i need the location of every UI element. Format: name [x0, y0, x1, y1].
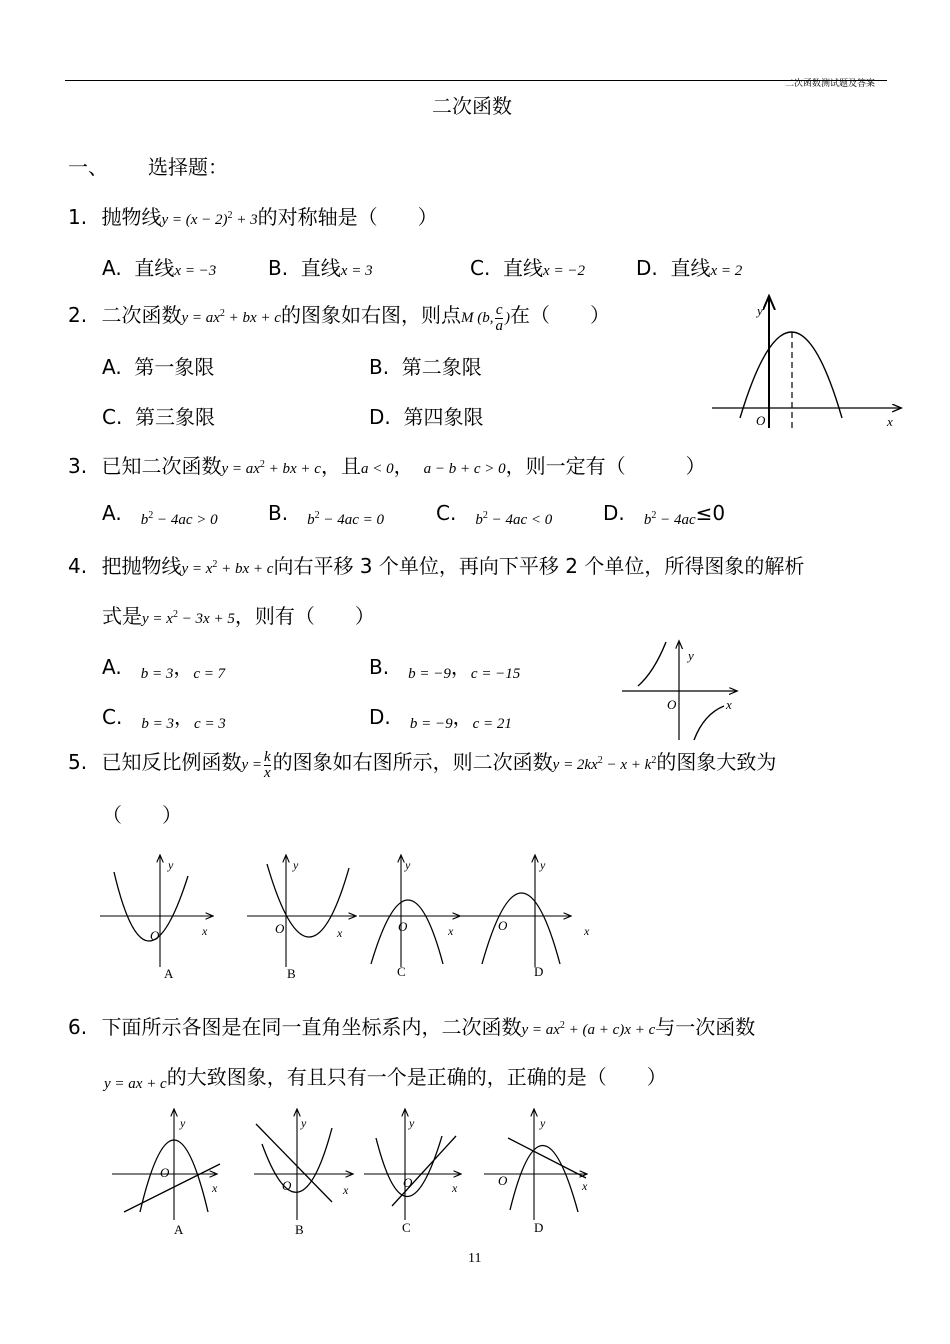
q6-formula: $y = ax^2 + (a + c)x + c$	[521, 1020, 656, 1038]
svg-text:x: x	[343, 1183, 349, 1197]
svg-text:y: y	[301, 1116, 307, 1130]
parabola-curve	[510, 1145, 578, 1212]
svg-text:y: y	[180, 1116, 186, 1130]
graph-origin-label: O	[756, 413, 766, 428]
q5-graph-b[interactable]	[245, 852, 365, 982]
linear-line	[392, 1136, 456, 1206]
linear-line	[508, 1138, 586, 1178]
hyperbola-branch-lower	[694, 706, 724, 740]
graph-label-d: D	[534, 964, 544, 979]
q1-option-b[interactable]: B. 直线x = 3	[268, 256, 373, 280]
q5-inverse-formula: y = $\frac{k}{x}$	[241, 749, 271, 782]
svg-text:O: O	[667, 697, 677, 712]
q4-formula2: $y = x^2 - 3x + 5$	[142, 609, 235, 627]
q2-option-b[interactable]: B. 第二象限	[369, 355, 482, 379]
graph-label-c: C	[402, 1220, 411, 1235]
graph-label-a: A	[164, 966, 174, 981]
graph-label-c: C	[397, 964, 406, 979]
q6-linear-formula: y = ax + c	[104, 1076, 167, 1092]
q4-option-a[interactable]: A. $_{b = 3}$，$_{c = 7}$	[102, 655, 226, 682]
q2-parabola-graph	[708, 292, 908, 432]
q4-option-d[interactable]: D. $_{b = -9}$，$_{c = 21}$	[369, 705, 512, 732]
section-title: 选择题：	[148, 155, 228, 179]
svg-text:x: x	[726, 697, 732, 712]
svg-text:O: O	[403, 1175, 413, 1190]
parabola-curve	[482, 893, 560, 964]
svg-text:y: y	[540, 1116, 546, 1130]
question-2: 2. 二次函数$y = ax^2$ + bx + c的图象如右图，则点M (b, $\frac{c}{a}$ )在（ ）	[68, 302, 610, 335]
svg-text:x: x	[448, 924, 454, 938]
graph-label-a: A	[174, 1222, 184, 1237]
q1-text-post: 的对称轴是（ ）	[257, 205, 438, 229]
svg-text:x: x	[452, 1181, 458, 1195]
header-rule	[65, 80, 887, 81]
svg-text:y: y	[168, 858, 174, 872]
svg-text:O: O	[282, 1178, 292, 1193]
question-3: 3. 已知二次函数$y = ax^2$ + bx + c，且a < 0， a − b + c > 0，则一定有（ ）	[68, 454, 706, 478]
page-number: 11	[468, 1251, 482, 1266]
q3-option-a[interactable]: A. $_{b^2 - 4ac > 0}$	[102, 501, 218, 528]
graph-y-label: y	[757, 303, 763, 318]
svg-text:x: x	[212, 1181, 218, 1195]
q4-option-b[interactable]: B. $_{b = -9}$，$_{c = -15}$	[369, 655, 521, 682]
page-title: 二次函数	[432, 94, 512, 118]
q1-text: 抛物线	[101, 205, 162, 229]
svg-text:O: O	[160, 1165, 170, 1180]
svg-text:O: O	[275, 921, 285, 936]
svg-text:y: y	[688, 648, 694, 663]
svg-text:y: y	[409, 1116, 415, 1130]
q1-formula: $y = (x - 2)^2 + 3$	[161, 210, 258, 228]
q4-number: 4.	[68, 554, 88, 578]
q2-option-d[interactable]: D. 第四象限	[369, 405, 484, 429]
question-6: 6. 下面所示各图是在同一直角坐标系内，二次函数$y = ax^2 + (a + c)x + c$与一次函数	[68, 1015, 756, 1039]
svg-text:y: y	[540, 858, 546, 872]
svg-text:O: O	[498, 918, 508, 933]
question-4: 4. 把抛物线$y = x^2$ + bx + c向右平移 3 个单位，再向下平移 2 个单位，所得图象的解析	[68, 554, 805, 578]
question-5: 5. 已知反比例函数y = $\frac{k}{x}$ 的图象如右图所示，则二次函数$y = 2kx^2 - x + k^2$的图象大致为	[68, 749, 777, 782]
q5-formula: $y = 2kx^2 - x + k^2$	[552, 755, 657, 773]
section-label: 一、	[68, 155, 108, 179]
q2-number: 2.	[68, 303, 88, 327]
q1-option-d[interactable]: D. 直线x = 2	[636, 256, 743, 280]
graph-x-label: x	[887, 414, 893, 429]
svg-text:x: x	[337, 926, 343, 940]
hyperbola-branch-upper	[638, 642, 666, 686]
graph-label-d: D	[534, 1220, 544, 1235]
q1-option-c[interactable]: C. 直线x = −2	[470, 256, 585, 280]
question-4-line2: 式是$y = x^2 - 3x + 5$，则有（ ）	[102, 604, 375, 628]
q5-number: 5.	[68, 750, 88, 774]
svg-text:y: y	[293, 858, 299, 872]
svg-text:x: x	[582, 1179, 588, 1193]
q3-number: 3.	[68, 454, 88, 478]
q2-option-a[interactable]: A. 第一象限	[102, 355, 215, 379]
section-heading	[68, 151, 228, 180]
q3-option-b[interactable]: B. $_{b^2 - 4ac = 0}$	[268, 501, 385, 528]
q5-graph-a[interactable]	[98, 852, 218, 982]
svg-text:x: x	[202, 924, 208, 938]
q6-graph-d[interactable]	[482, 1108, 597, 1238]
q6-graph-a[interactable]	[110, 1108, 230, 1238]
q6-graph-c[interactable]	[362, 1108, 472, 1238]
q5-graph-d[interactable]	[456, 852, 596, 982]
q3-option-d[interactable]: D. $_{b^2 - 4ac}$≤0	[603, 501, 726, 528]
question-6-line2: $_{y = ax + c}$的大致图象，有且只有一个是正确的，正确的是（ ）	[104, 1065, 667, 1092]
q1-option-a[interactable]: A. 直线x = −3	[102, 256, 217, 280]
svg-text:O: O	[398, 919, 408, 934]
svg-text:O: O	[150, 928, 160, 943]
svg-text:y: y	[405, 858, 411, 872]
q6-number: 6.	[68, 1015, 88, 1039]
q3-formula: $y = ax^2$ + bx + c	[221, 459, 321, 477]
q2-option-c[interactable]: C. 第三象限	[102, 405, 216, 429]
q5-answer-paren: （ ）	[102, 803, 182, 827]
svg-text:O: O	[498, 1173, 508, 1188]
q3-option-c[interactable]: C. $_{b^2 - 4ac < 0}$	[436, 501, 553, 528]
q5-graph-c[interactable]	[357, 852, 472, 982]
q2-point: M (b, $\frac{c}{a}$ )	[460, 302, 510, 335]
svg-text:x: x	[584, 924, 590, 938]
q1-number: 1.	[68, 205, 88, 229]
graph-label-b: B	[287, 966, 296, 981]
running-title: 二次函数测试题及答案	[785, 78, 876, 88]
q4-option-c[interactable]: C. $_{b = 3}$，$_{c = 3}$	[102, 705, 226, 732]
q2-formula: $y = ax^2$ + bx + c	[181, 308, 281, 326]
q4-formula: $y = x^2$ + bx + c	[181, 559, 274, 577]
inverse-proportion-graph	[620, 638, 745, 743]
question-1	[68, 201, 438, 230]
parabola-curve	[740, 332, 842, 418]
graph-label-b: B	[295, 1222, 304, 1237]
q6-graph-b[interactable]	[252, 1108, 362, 1238]
